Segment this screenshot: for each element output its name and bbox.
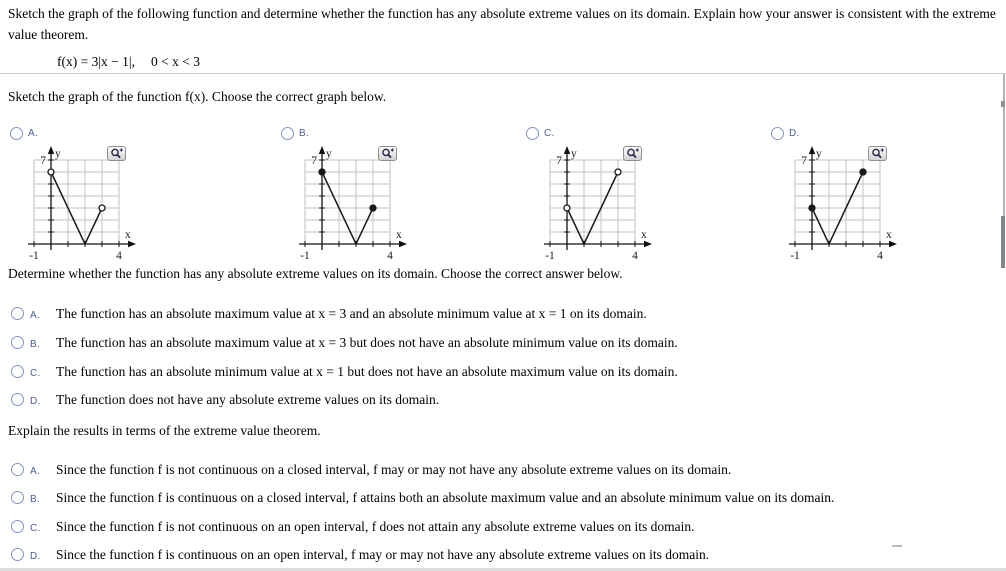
graph-plot-d [787, 144, 917, 262]
svg-text:4: 4 [877, 250, 883, 262]
graph-plot-b [297, 144, 427, 262]
svg-text:4: 4 [632, 250, 638, 262]
magnifier-plus-icon [625, 147, 640, 160]
graph-option-label: B. [299, 128, 310, 139]
svg-text:-1: -1 [300, 250, 310, 262]
radio-button[interactable] [281, 127, 294, 140]
stray-dash [892, 545, 902, 547]
extreme-question-text: Determine whether the function has any absolute extreme values on its domain. Choose the correct answer below. [8, 266, 623, 281]
radio-button[interactable] [11, 393, 24, 406]
option-text: Since the function f is not continuous on an open interval, f does not attain any absolute extreme values on its domain. [56, 519, 695, 534]
evt-question-text: Explain the results in terms of the extreme value theorem. [8, 423, 321, 438]
formula-domain: 0 < x < 3 [151, 54, 200, 69]
svg-text:x: x [641, 229, 647, 241]
zoom-graph-button[interactable] [623, 146, 642, 161]
question-prompt: Sketch the graph of the following function and determine whether the function has any absolute extreme values on its domain. Explain how your answer is consistent with the extreme value theorem. [8, 6, 996, 42]
radio-button[interactable] [11, 548, 24, 561]
zoom-graph-button[interactable] [107, 146, 126, 161]
option-label: C. [30, 523, 41, 534]
option-label: B. [30, 494, 41, 505]
section-divider [0, 73, 1006, 74]
graph-plot-a [26, 144, 156, 262]
graph-choice-b [281, 126, 521, 262]
scrollbar-thumb[interactable] [1001, 216, 1005, 268]
graph-radio-d[interactable] [771, 126, 1006, 141]
option-label: A. [30, 310, 41, 321]
svg-text:-1: -1 [545, 250, 555, 262]
graph-radio-a[interactable] [10, 126, 250, 141]
magnifier-plus-icon [109, 147, 124, 160]
svg-text:7: 7 [40, 155, 46, 167]
option-text: Since the function f is continuous on a closed interval, f attains both an absolute maximum value and an absolute minimum value on its domain. [56, 490, 835, 505]
graph-radio-b[interactable] [281, 126, 521, 141]
radio-button[interactable] [11, 336, 24, 349]
graph-question-text: Sketch the graph of the function f(x). Choose the correct graph below. [8, 89, 387, 104]
option-label: D. [30, 396, 41, 407]
graph-choice-a [10, 126, 250, 262]
radio-button[interactable] [11, 365, 24, 378]
extreme-option-d[interactable] [11, 391, 439, 408]
extreme-option-c[interactable] [11, 363, 678, 380]
evt-option-a[interactable] [11, 461, 731, 478]
option-label: C. [30, 368, 41, 379]
svg-text:-1: -1 [790, 250, 800, 262]
radio-button[interactable] [10, 127, 23, 140]
radio-button[interactable] [11, 307, 24, 320]
svg-text:7: 7 [311, 155, 317, 167]
graph-choice-c [526, 126, 766, 262]
svg-text:7: 7 [801, 155, 807, 167]
svg-text:y: y [816, 148, 822, 160]
option-text: The function has an absolute minimum value at x = 1 but does not have an absolute maximum value on its domain. [56, 364, 678, 379]
svg-text:-1: -1 [29, 250, 39, 262]
magnifier-plus-icon [380, 147, 395, 160]
svg-text:x: x [125, 229, 131, 241]
evt-option-c[interactable] [11, 518, 694, 535]
graph-plot-c [542, 144, 672, 262]
option-text: The function has an absolute maximum value at x = 3 but does not have an absolute minimum value on its domain. [56, 335, 678, 350]
radio-button[interactable] [526, 127, 539, 140]
svg-text:7: 7 [556, 155, 562, 167]
radio-button[interactable] [11, 463, 24, 476]
evt-option-b[interactable] [11, 489, 834, 506]
svg-text:y: y [326, 148, 332, 160]
option-text: The function does not have any absolute extreme values on its domain. [56, 392, 440, 407]
zoom-graph-button[interactable] [378, 146, 397, 161]
graph-option-label: C. [544, 128, 555, 139]
extreme-option-a[interactable] [11, 305, 647, 322]
zoom-graph-button[interactable] [868, 146, 887, 161]
svg-text:y: y [55, 148, 61, 160]
evt-option-d[interactable] [11, 546, 709, 563]
option-label: A. [30, 466, 41, 477]
graph-option-label: D. [789, 128, 800, 139]
graph-option-label: A. [28, 128, 39, 139]
option-label: D. [30, 551, 41, 562]
magnifier-plus-icon [870, 147, 885, 160]
formula-expression: f(x) = 3|x − 1|, [57, 54, 135, 69]
option-text: Since the function f is continuous on an open interval, f may or may not have any absolute extreme values on its domain. [56, 547, 710, 562]
svg-text:4: 4 [116, 250, 122, 262]
graph-choice-d [771, 126, 1006, 262]
option-text: Since the function f is not continuous on a closed interval, f may or may not have any absolute extreme values on its domain. [56, 462, 732, 477]
radio-button[interactable] [11, 520, 24, 533]
svg-text:x: x [396, 229, 402, 241]
option-text: The function has an absolute maximum value at x = 3 and an absolute minimum value at x = 1 on its domain. [56, 306, 647, 321]
radio-button[interactable] [771, 127, 784, 140]
radio-button[interactable] [11, 491, 24, 504]
graph-radio-c[interactable] [526, 126, 766, 141]
svg-text:y: y [571, 148, 577, 160]
extreme-option-b[interactable] [11, 334, 678, 351]
function-formula [57, 54, 200, 70]
scrollbar-tick [1001, 101, 1005, 107]
svg-text:4: 4 [387, 250, 393, 262]
option-label: B. [30, 339, 41, 350]
svg-text:x: x [886, 229, 892, 241]
